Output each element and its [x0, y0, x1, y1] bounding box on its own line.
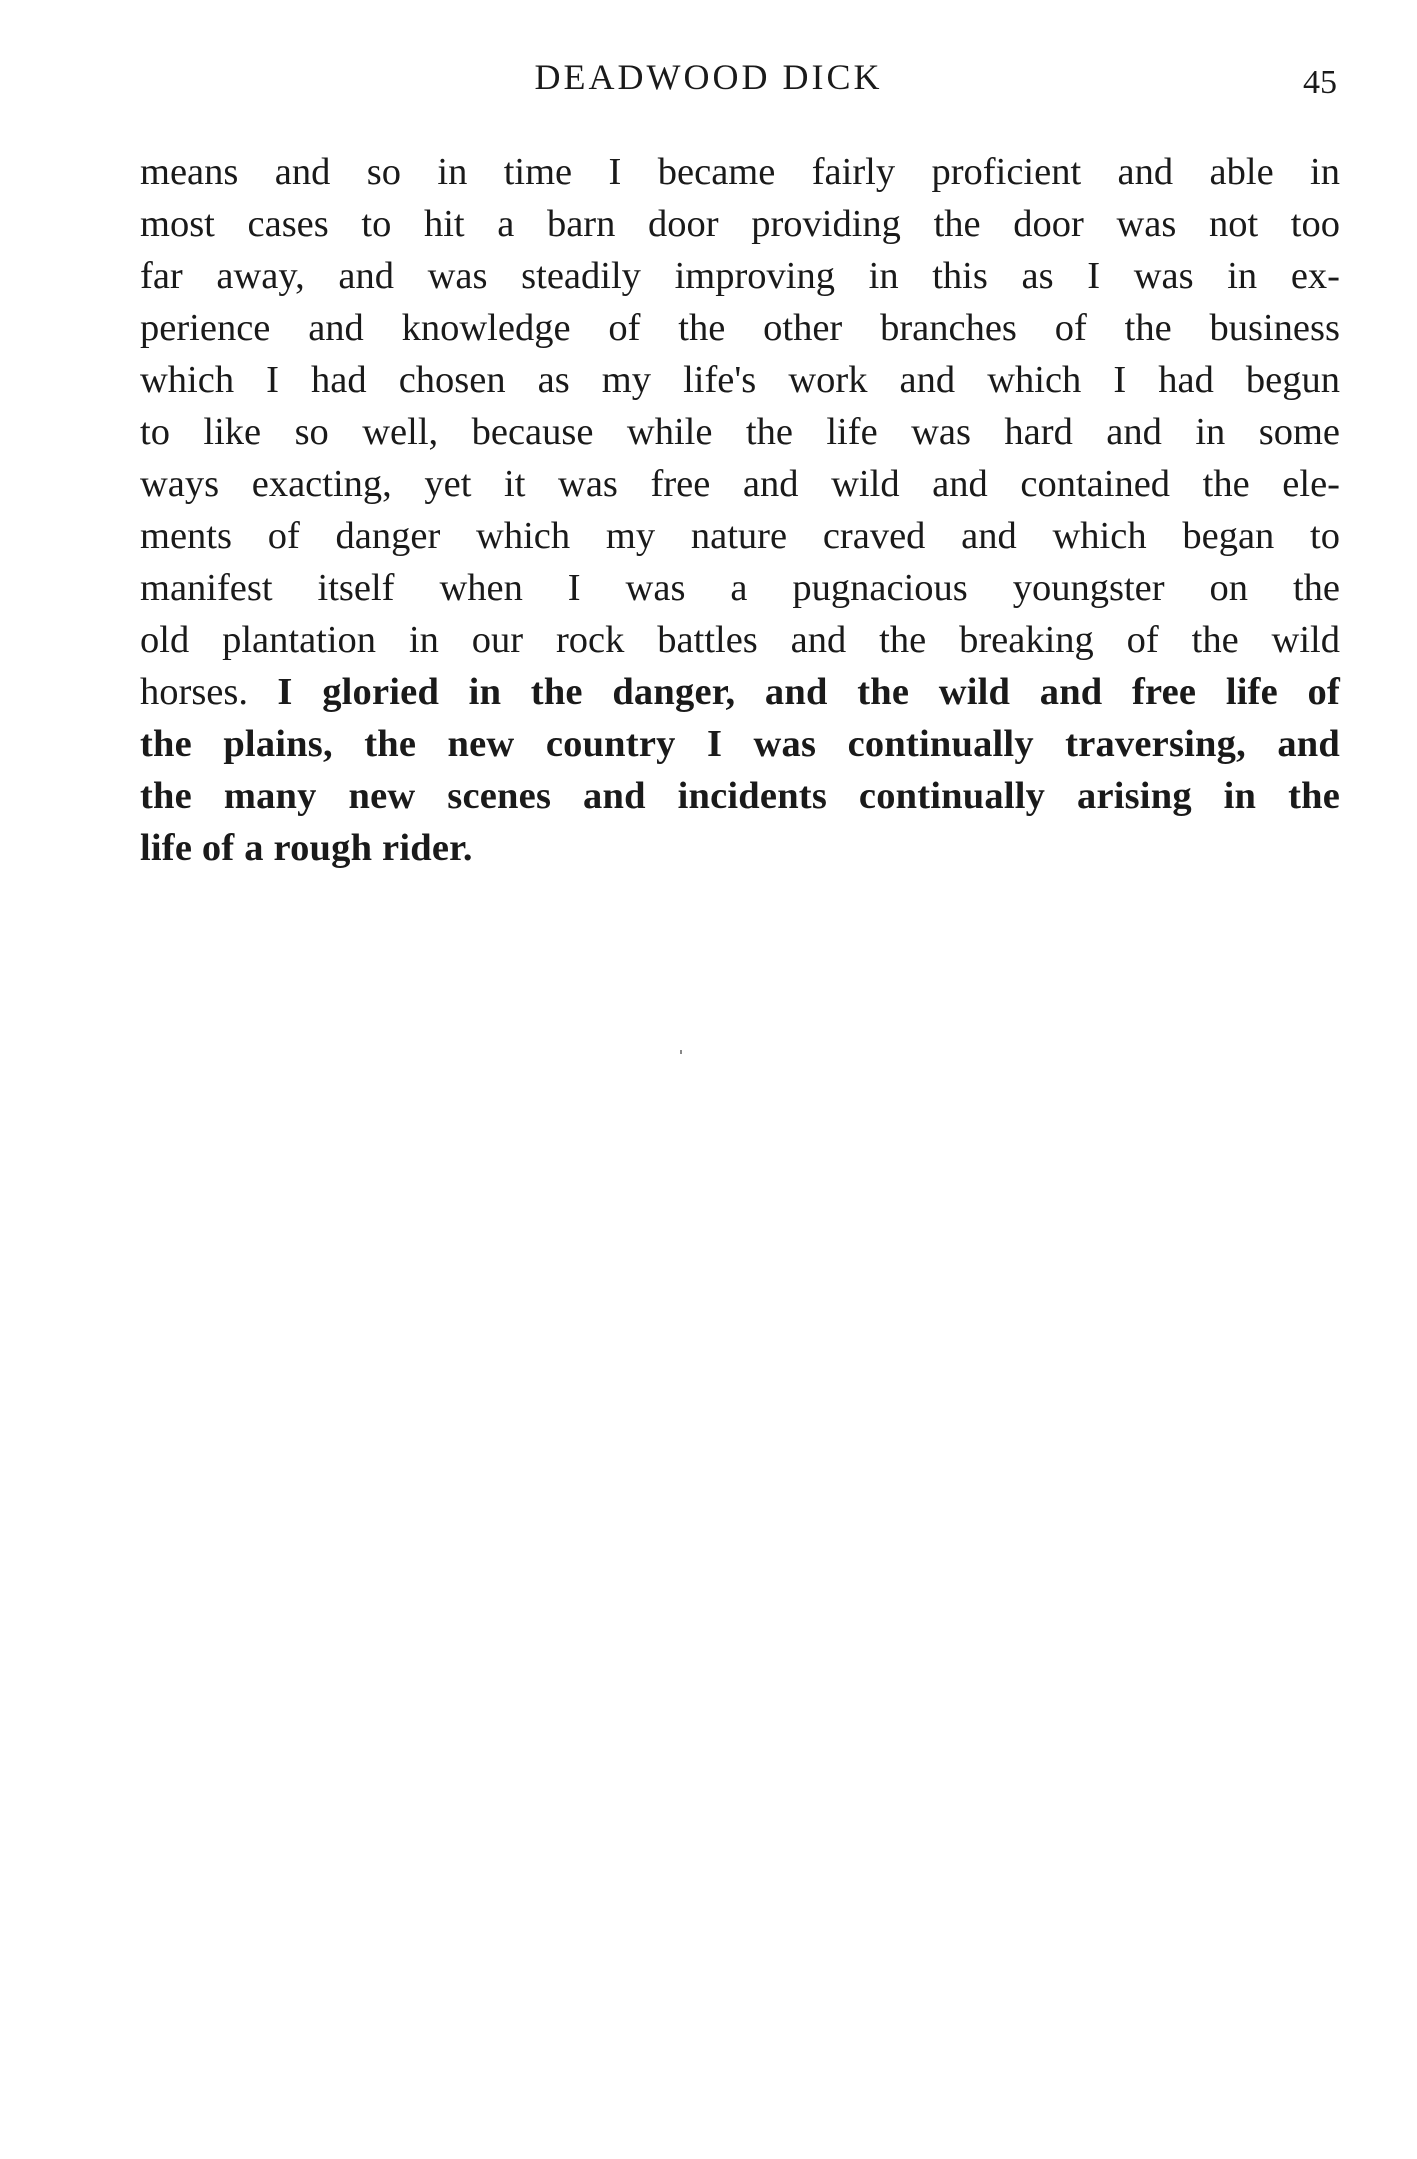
page-number: 45 — [1303, 64, 1337, 101]
text-line: which I had chosen as my life's work and which I had begun — [140, 359, 1340, 401]
text-line: ways exacting, yet it was free and wild and contained the ele- — [140, 463, 1340, 505]
text-run-bold: I gloried in the danger, and the wild and free life of — [277, 671, 1340, 713]
running-header — [0, 52, 1417, 102]
text-line: most cases to hit a barn door providing the door was not too — [140, 203, 1340, 245]
text-line: manifest itself when I was a pugnacious youngster on the — [140, 567, 1340, 609]
running-title: DEADWOOD DICK — [534, 57, 883, 97]
text-line: to like so well, because while the life was hard and in some — [140, 411, 1340, 453]
text-line: means and so in time I became fairly proficient and able in — [140, 151, 1340, 193]
text-line: old plantation in our rock battles and the breaking of the wild — [140, 619, 1340, 661]
text-line-bold-last: life of a rough rider. — [140, 827, 473, 869]
text-line: far away, and was steadily improving in this as I was in ex- — [140, 255, 1340, 297]
text-run-regular: horses. — [140, 671, 278, 713]
stray-ink-mark — [680, 1050, 682, 1054]
body-paragraph — [140, 146, 1340, 874]
text-line-bold: the many new scenes and incidents continually arising in the — [140, 775, 1340, 817]
text-line-bold: the plains, the new country I was continually traversing, and — [140, 723, 1340, 765]
text-line-mixed — [140, 666, 1340, 718]
text-line: perience and knowledge of the other branches of the business — [140, 307, 1340, 349]
text-line: ments of danger which my nature craved and which began to — [140, 515, 1340, 557]
